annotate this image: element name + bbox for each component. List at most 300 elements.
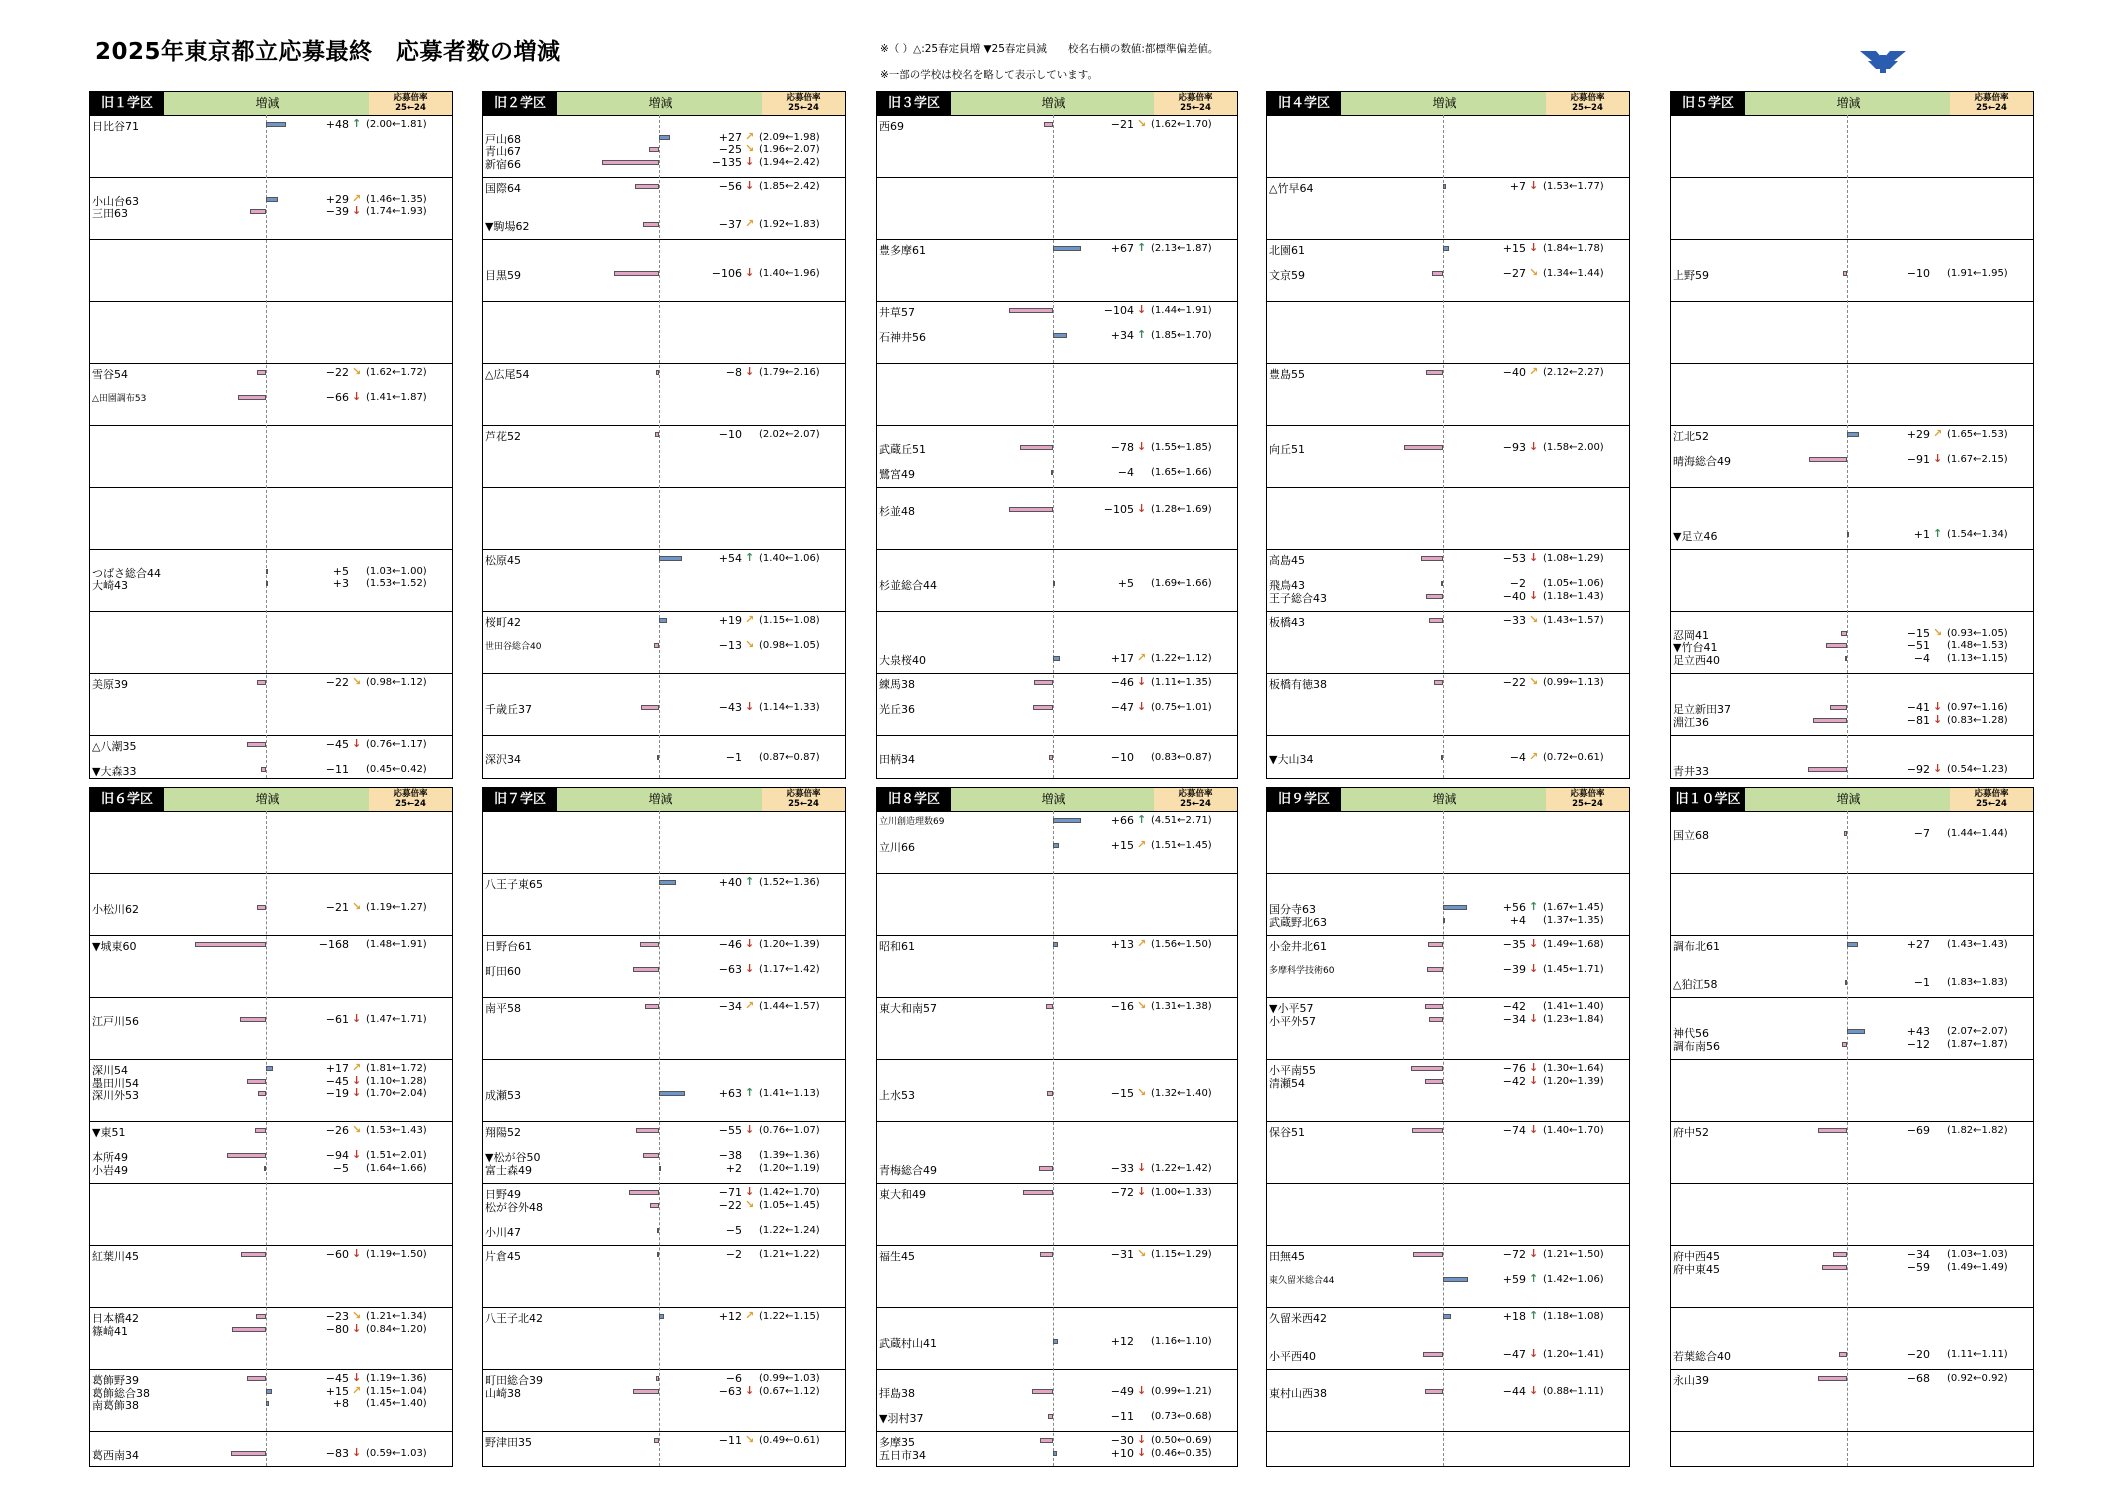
rate-value: (0.67←1.12) xyxy=(759,1385,820,1397)
school-name: 野津田35 xyxy=(485,1436,532,1449)
rate-value: (1.40←1.06) xyxy=(759,553,820,564)
arrow-down-icon: ↘ xyxy=(352,900,362,913)
school-name: 日比谷71 xyxy=(92,120,139,133)
change-bar xyxy=(257,905,266,910)
change-value: −61 xyxy=(325,1012,349,1026)
rate-value: (2.02←2.07) xyxy=(759,429,820,440)
school-name: 桜町42 xyxy=(485,616,521,629)
arrow-down-icon: ↓ xyxy=(1529,1346,1539,1360)
arrow-down-icon: ↓ xyxy=(1137,1383,1147,1397)
abbrev-note: ※一部の学校は校名を略して表示しています。 xyxy=(880,69,1098,81)
band-divider xyxy=(90,1121,452,1122)
school-name: 美原39 xyxy=(92,678,128,691)
band-divider xyxy=(483,997,845,998)
band-divider xyxy=(90,735,452,736)
change-bar xyxy=(1425,1079,1443,1084)
rate-value: (1.28←1.69) xyxy=(1151,503,1212,515)
school-name: 葛西南34 xyxy=(92,1448,139,1462)
change-bar xyxy=(657,1228,659,1233)
rate-header-line2: 25←24 xyxy=(788,799,819,809)
school-name: 五日市34 xyxy=(879,1448,926,1462)
school-name: 東村山西38 xyxy=(1269,1386,1327,1400)
change-bar xyxy=(1023,1190,1053,1195)
change-value: +2 xyxy=(725,1161,742,1175)
school-name: 小川47 xyxy=(485,1225,521,1239)
change-bar xyxy=(643,1153,659,1158)
band-divider xyxy=(1267,1431,1629,1432)
rate-value: (1.20←1.39) xyxy=(1543,1075,1604,1087)
change-value: −16 xyxy=(1110,1000,1134,1013)
rate-value: (1.47←1.71) xyxy=(366,1013,427,1025)
arrow-up-icon: ↑ xyxy=(745,551,755,564)
rate-value: (1.56←1.50) xyxy=(1151,939,1212,950)
band-divider xyxy=(483,1307,845,1308)
school-name: 日野49 xyxy=(485,1188,521,1201)
school-name: 王子総合43 xyxy=(1269,591,1327,605)
rate-header-line2: 25←24 xyxy=(1976,799,2007,809)
change-value: −22 xyxy=(1502,676,1526,689)
school-name: 墨田川54 xyxy=(92,1076,139,1090)
change-value: +15 xyxy=(325,1384,349,1398)
change-bar xyxy=(1051,470,1053,475)
school-name: 府中52 xyxy=(1673,1126,1709,1139)
change-value: +15 xyxy=(1502,242,1526,255)
change-value: −80 xyxy=(325,1322,349,1336)
change-bar xyxy=(1423,1352,1443,1357)
rate-value: (1.92←1.83) xyxy=(759,218,820,230)
rate-value: (1.19←1.36) xyxy=(366,1373,427,1384)
change-bar xyxy=(1427,967,1443,972)
change-value: +29 xyxy=(325,192,349,206)
school-name: 小金井北61 xyxy=(1269,940,1327,953)
arrow-down-icon: ↓ xyxy=(1137,303,1147,316)
rate-header-line2: 25←24 xyxy=(395,103,426,113)
arrow-up-icon: ↗ xyxy=(352,1061,362,1074)
change-column-header: 増減 xyxy=(557,92,765,115)
band-divider xyxy=(90,935,452,936)
school-name: 清瀬54 xyxy=(1269,1076,1305,1090)
band-divider xyxy=(483,1431,845,1432)
arrow-down-icon: ↓ xyxy=(1137,1160,1147,1174)
school-name: 淵江36 xyxy=(1673,715,1709,729)
arrow-up-icon: ↗ xyxy=(352,191,362,205)
change-bar xyxy=(1040,1438,1053,1443)
change-bar xyxy=(654,643,659,648)
arrow-down-icon: ↓ xyxy=(352,204,362,217)
change-bar xyxy=(659,1091,685,1096)
school-name: 八王子東65 xyxy=(485,878,543,891)
school-name: 町田60 xyxy=(485,965,521,978)
change-value: −2 xyxy=(1509,577,1526,590)
rate-header-line1: 応募倍率 xyxy=(393,789,428,799)
change-value: +43 xyxy=(1906,1025,1930,1038)
band-divider xyxy=(1671,611,2033,612)
band-divider xyxy=(877,239,1237,240)
change-value: −11 xyxy=(325,763,349,776)
rate-value: (1.53←1.52) xyxy=(366,578,427,589)
change-bar xyxy=(640,942,659,947)
change-bar xyxy=(659,1166,661,1171)
change-value: +7 xyxy=(1509,180,1526,193)
school-name: 足立新田37 xyxy=(1673,703,1731,716)
rate-value: (1.05←1.06) xyxy=(1543,578,1604,589)
arrow-down-icon: ↓ xyxy=(745,1123,755,1136)
school-name: 国際64 xyxy=(485,182,521,195)
change-value: −43 xyxy=(718,701,742,714)
rate-value: (2.00←1.81) xyxy=(366,119,427,130)
rate-value: (1.43←1.57) xyxy=(1543,615,1604,626)
arrow-up-icon: ↗ xyxy=(745,613,755,626)
school-name: ▼竹台41 xyxy=(1673,641,1718,654)
band-divider xyxy=(877,1369,1237,1370)
change-value: −11 xyxy=(718,1434,742,1447)
rate-value: (0.97←1.16) xyxy=(1947,702,2008,713)
change-bar xyxy=(659,1314,664,1319)
band-divider xyxy=(877,1307,1237,1308)
change-value: +19 xyxy=(718,614,742,627)
school-name: 江戸川56 xyxy=(92,1014,139,1028)
district-panel xyxy=(1670,91,2034,779)
change-value: −45 xyxy=(325,738,349,751)
band-divider xyxy=(1671,1121,2033,1122)
arrow-down-icon: ↓ xyxy=(1529,588,1539,602)
change-bar xyxy=(1818,1128,1847,1133)
rate-value: (0.99←1.21) xyxy=(1151,1385,1212,1397)
rate-value: (1.85←2.42) xyxy=(759,181,820,192)
arrow-down-icon: ↓ xyxy=(1137,439,1147,453)
rate-column-header xyxy=(1546,788,1629,811)
rate-value: (1.51←2.01) xyxy=(366,1150,427,1161)
arrow-down-icon: ↓ xyxy=(745,154,755,168)
rate-value: (1.84←1.78) xyxy=(1543,243,1604,254)
band-divider xyxy=(1267,1059,1629,1060)
school-name: ▼足立46 xyxy=(1673,529,1718,543)
change-bar xyxy=(1404,445,1443,450)
district-panel xyxy=(876,787,1238,1467)
school-name: 福生45 xyxy=(879,1250,915,1263)
school-name: ▼城東60 xyxy=(92,940,137,953)
band-divider xyxy=(877,935,1237,936)
change-bar xyxy=(1053,942,1058,947)
change-bar xyxy=(1426,594,1443,599)
change-bar xyxy=(1822,1265,1847,1270)
school-name: 雪谷54 xyxy=(92,368,128,381)
arrow-down-icon: ↓ xyxy=(1529,1247,1539,1260)
rate-header-line2: 25←24 xyxy=(788,103,819,113)
arrow-down-icon: ↘ xyxy=(1933,625,1943,639)
band-divider xyxy=(483,301,845,302)
arrow-down-icon: ↘ xyxy=(1137,117,1147,130)
change-value: −39 xyxy=(325,205,349,218)
change-value: −39 xyxy=(1502,963,1526,976)
school-name: 武蔵村山41 xyxy=(879,1337,937,1350)
arrow-down-icon: ↘ xyxy=(1137,1247,1147,1260)
rate-header-line2: 25←24 xyxy=(1180,799,1211,809)
arrow-up-icon: ↗ xyxy=(1137,937,1147,950)
change-value: −78 xyxy=(1110,440,1134,454)
change-column-header: 増減 xyxy=(951,788,1157,811)
rate-value: (0.84←1.20) xyxy=(366,1323,427,1335)
school-name: 拝島38 xyxy=(879,1386,915,1400)
band-divider xyxy=(877,1059,1237,1060)
arrow-down-icon: ↘ xyxy=(745,638,755,651)
change-bar xyxy=(1845,656,1847,661)
arrow-up-icon: ↑ xyxy=(1529,1272,1539,1285)
band-divider xyxy=(1267,873,1629,874)
change-value: +56 xyxy=(1502,901,1526,914)
band-divider xyxy=(1267,935,1629,936)
band-divider xyxy=(877,997,1237,998)
arrow-down-icon: ↓ xyxy=(1529,1011,1539,1025)
change-bar xyxy=(635,184,659,189)
arrow-up-icon: ↗ xyxy=(1933,427,1943,440)
band-divider xyxy=(1671,177,2033,178)
arrow-down-icon: ↓ xyxy=(1137,700,1147,713)
change-value: −106 xyxy=(711,267,742,280)
change-value: −26 xyxy=(325,1124,349,1137)
band-divider xyxy=(1267,1245,1629,1246)
school-name: 国立68 xyxy=(1673,828,1709,842)
arrow-down-icon: ↓ xyxy=(1137,1433,1147,1446)
band-divider xyxy=(483,487,845,488)
page-title: 2025年東京都立応募最終 応募者数の増減 xyxy=(95,39,561,65)
change-value: −83 xyxy=(325,1446,349,1460)
change-bar xyxy=(1847,942,1858,947)
panel-header xyxy=(90,92,452,116)
zero-line xyxy=(659,811,660,1466)
school-name: △広尾54 xyxy=(485,368,530,381)
school-name: 小平外57 xyxy=(1269,1014,1316,1028)
school-name: 日本橋42 xyxy=(92,1312,139,1325)
change-value: −45 xyxy=(325,1074,349,1088)
school-name: 日野台61 xyxy=(485,940,532,953)
rate-header-line2: 25←24 xyxy=(1180,103,1211,113)
change-bar xyxy=(261,767,266,772)
rate-value: (1.18←1.08) xyxy=(1543,1311,1604,1322)
change-bar xyxy=(1844,831,1847,836)
change-bar xyxy=(1411,1066,1443,1071)
school-name: 大泉桜40 xyxy=(879,653,926,667)
school-name: 江北52 xyxy=(1673,430,1709,443)
change-bar xyxy=(1443,918,1445,923)
rate-value: (1.15←1.04) xyxy=(366,1385,427,1397)
rate-value: (1.21←1.50) xyxy=(1543,1249,1604,1260)
arrow-down-icon: ↓ xyxy=(352,737,362,750)
band-divider xyxy=(1671,1307,2033,1308)
change-value: −27 xyxy=(1502,267,1526,280)
rate-header-line1: 応募倍率 xyxy=(1178,93,1213,103)
rate-header-line2: 25←24 xyxy=(395,799,426,809)
change-value: −93 xyxy=(1502,440,1526,454)
change-bar xyxy=(257,370,266,375)
district-panel xyxy=(482,787,846,1467)
band-divider xyxy=(877,487,1237,488)
change-bar xyxy=(659,556,682,561)
rate-value: (1.53←1.77) xyxy=(1543,181,1604,192)
change-value: −47 xyxy=(1110,701,1134,714)
school-name: 片倉45 xyxy=(485,1250,521,1263)
school-name: 葛飾野39 xyxy=(92,1374,139,1387)
rate-header-line1: 応募倍率 xyxy=(1974,93,2009,103)
arrow-up-icon: ↗ xyxy=(1529,749,1539,763)
rate-value: (1.22←1.15) xyxy=(759,1311,820,1322)
district-panel xyxy=(1266,787,1630,1467)
school-name: 東大和49 xyxy=(879,1188,926,1201)
change-value: +1 xyxy=(1913,527,1930,541)
school-name: 光丘36 xyxy=(879,703,915,716)
arrow-down-icon: ↓ xyxy=(1529,937,1539,950)
band-divider xyxy=(90,673,452,674)
band-divider xyxy=(1671,1431,2033,1432)
rate-value: (1.65←1.66) xyxy=(1151,466,1212,478)
panel-header xyxy=(877,788,1237,812)
change-bar xyxy=(266,1066,273,1071)
change-bar xyxy=(1053,818,1081,823)
change-column-header: 増減 xyxy=(164,788,372,811)
rate-value: (1.08←1.29) xyxy=(1543,553,1604,564)
change-bar xyxy=(656,1376,659,1381)
change-value: −20 xyxy=(1906,1347,1930,1361)
school-name: 成瀬53 xyxy=(485,1089,521,1102)
arrow-down-icon: ↓ xyxy=(745,937,755,950)
change-bar xyxy=(1809,457,1847,462)
change-bar xyxy=(227,1153,266,1158)
rate-value: (0.98←1.12) xyxy=(366,677,427,688)
band-divider xyxy=(90,997,452,998)
school-name: 久留米西42 xyxy=(1269,1312,1327,1325)
arrow-down-icon: ↓ xyxy=(352,1073,362,1087)
band-divider xyxy=(1671,487,2033,488)
rate-value: (0.75←1.01) xyxy=(1151,702,1212,713)
rate-value: (1.48←1.91) xyxy=(366,939,427,950)
change-value: −60 xyxy=(325,1248,349,1261)
change-value: −42 xyxy=(1502,1000,1526,1013)
band-divider xyxy=(877,611,1237,612)
arrow-up-icon: ↑ xyxy=(352,117,362,130)
arrow-down-icon: ↓ xyxy=(1137,501,1147,515)
change-value: −15 xyxy=(1906,626,1930,640)
rate-value: (1.54←1.34) xyxy=(1947,528,2008,540)
band-divider xyxy=(1267,1369,1629,1370)
school-name: 立川66 xyxy=(879,841,915,854)
change-value: −44 xyxy=(1502,1384,1526,1398)
rate-value: (0.45←0.42) xyxy=(366,764,427,775)
arrow-down-icon: ↘ xyxy=(352,365,362,378)
rate-column-header xyxy=(1154,788,1237,811)
change-bar xyxy=(266,581,268,586)
district-label: 旧６学区 xyxy=(90,788,164,811)
rate-value: (1.62←1.70) xyxy=(1151,119,1212,130)
change-value: +12 xyxy=(1110,1335,1134,1348)
rate-value: (1.20←1.41) xyxy=(1543,1348,1604,1360)
change-bar xyxy=(1813,718,1847,723)
change-column-header: 増減 xyxy=(1341,788,1549,811)
rate-column-header xyxy=(1950,92,2033,115)
rate-header-line1: 応募倍率 xyxy=(786,93,821,103)
band-divider xyxy=(1671,997,2033,998)
band-divider xyxy=(877,177,1237,178)
band-divider xyxy=(90,301,452,302)
arrow-up-icon: ↗ xyxy=(352,1383,362,1397)
change-value: −92 xyxy=(1906,763,1930,776)
school-name: 目黒59 xyxy=(485,269,521,282)
rate-value: (1.62←1.72) xyxy=(366,367,427,378)
change-bar xyxy=(1020,445,1053,450)
band-divider xyxy=(877,673,1237,674)
zero-line xyxy=(1847,115,1848,778)
change-bar xyxy=(247,742,266,747)
rate-value: (1.58←2.00) xyxy=(1543,441,1604,453)
change-bar xyxy=(650,1203,659,1208)
district-label: 旧１０学区 xyxy=(1671,788,1745,811)
school-name: 晴海総合49 xyxy=(1673,455,1731,468)
change-bar xyxy=(264,1166,266,1171)
school-name: ▼羽村37 xyxy=(879,1411,924,1425)
rate-header-line2: 25←24 xyxy=(1976,103,2007,113)
change-bar xyxy=(258,1091,266,1096)
change-bar xyxy=(257,680,266,685)
arrow-up-icon: ↗ xyxy=(745,1309,755,1322)
band-divider xyxy=(1267,1121,1629,1122)
change-bar xyxy=(1443,905,1467,910)
school-name: 永山39 xyxy=(1673,1374,1709,1387)
change-bar xyxy=(659,618,667,623)
change-bar xyxy=(240,1017,266,1022)
band-divider xyxy=(1267,549,1629,550)
change-value: +10 xyxy=(1110,1446,1134,1460)
band-divider xyxy=(483,873,845,874)
rate-value: (1.51←1.45) xyxy=(1151,840,1212,851)
rate-value: (1.64←1.66) xyxy=(366,1162,427,1174)
band-divider xyxy=(483,611,845,612)
rate-value: (1.00←1.33) xyxy=(1151,1187,1212,1198)
rate-value: (1.21←1.34) xyxy=(366,1311,427,1322)
rate-value: (1.32←1.40) xyxy=(1151,1088,1212,1099)
arrow-down-icon: ↓ xyxy=(1933,712,1943,726)
rate-value: (0.54←1.23) xyxy=(1947,764,2008,775)
arrow-down-icon: ↓ xyxy=(1529,1123,1539,1136)
panel-header xyxy=(1671,788,2033,812)
change-bar xyxy=(232,1327,266,1332)
school-name: 富士森49 xyxy=(485,1163,532,1177)
rate-value: (1.11←1.35) xyxy=(1151,677,1212,688)
school-name: 戸山68 xyxy=(485,132,521,146)
rate-value: (1.03←1.03) xyxy=(1947,1249,2008,1260)
school-name: 北園61 xyxy=(1269,244,1305,257)
arrow-up-icon: ↑ xyxy=(1933,526,1943,540)
change-column-header: 増減 xyxy=(164,92,372,115)
rate-value: (1.39←1.36) xyxy=(759,1150,820,1161)
change-value: +5 xyxy=(332,564,349,578)
change-bar xyxy=(256,1314,266,1319)
rate-value: (1.48←1.53) xyxy=(1947,640,2008,651)
school-name: △田園調布53 xyxy=(92,394,147,404)
change-value: −31 xyxy=(1110,1248,1134,1261)
school-name: ▼大山34 xyxy=(1269,752,1314,766)
arrow-down-icon: ↓ xyxy=(1529,1383,1539,1397)
school-name: 豊島55 xyxy=(1269,368,1305,381)
arrow-down-icon: ↘ xyxy=(745,142,755,155)
arrow-down-icon: ↓ xyxy=(745,700,755,713)
change-bar xyxy=(266,197,278,202)
school-name: 深川54 xyxy=(92,1064,128,1077)
change-value: +29 xyxy=(1906,428,1930,441)
band-divider xyxy=(483,1121,845,1122)
band-divider xyxy=(1671,1183,2033,1184)
band-divider xyxy=(90,1431,452,1432)
change-bar xyxy=(659,135,670,140)
change-bar xyxy=(1421,556,1443,561)
